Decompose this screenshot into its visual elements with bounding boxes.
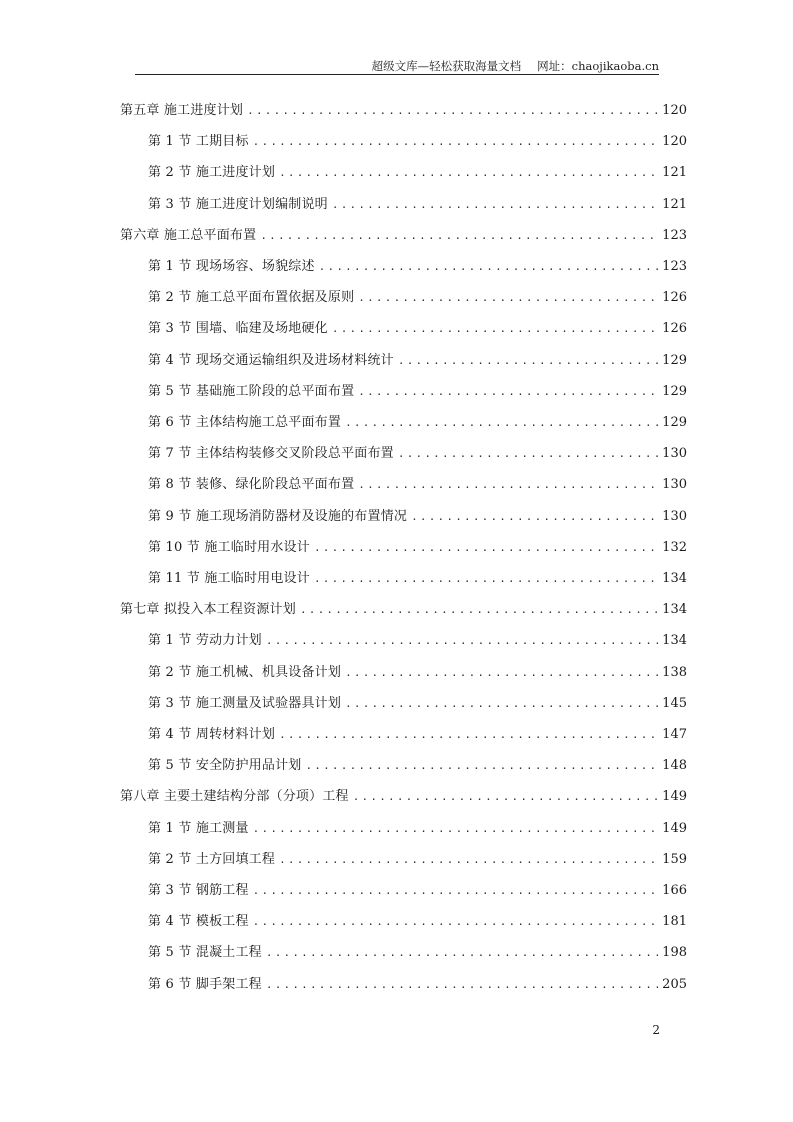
toc-entry-label: 第 5 节 安全防护用品计划 bbox=[148, 758, 302, 774]
toc-dot-leader bbox=[260, 227, 658, 245]
toc-entry-page-number: 126 bbox=[662, 290, 687, 306]
toc-entry-page-number: 148 bbox=[662, 758, 687, 774]
toc-entry-page-number: 198 bbox=[662, 945, 687, 961]
toc-entry-label: 第六章 施工总平面布置 bbox=[120, 227, 257, 243]
toc-entry-label: 第 3 节 围墙、临建及场地硬化 bbox=[148, 321, 328, 337]
toc-dot-leader bbox=[411, 508, 658, 526]
toc-dot-leader bbox=[300, 601, 658, 619]
toc-section-entry[interactable] bbox=[148, 851, 687, 869]
toc-entry-label: 第 2 节 施工总平面布置依据及原则 bbox=[148, 290, 355, 306]
toc-section-entry[interactable] bbox=[148, 383, 687, 401]
toc-entry-page-number: 121 bbox=[662, 165, 687, 181]
toc-dot-leader bbox=[247, 102, 658, 120]
toc-entry-label: 第 7 节 主体结构装修交叉阶段总平面布置 bbox=[148, 446, 394, 462]
toc-entry-label: 第 2 节 土方回填工程 bbox=[148, 851, 276, 867]
toc-entry-page-number: 129 bbox=[662, 383, 687, 399]
toc-entry-label: 第 1 节 施工测量 bbox=[148, 820, 249, 836]
toc-entry-page-number: 147 bbox=[662, 727, 687, 742]
toc-dot-leader bbox=[305, 757, 658, 775]
toc-entry-label: 第 1 节 劳动力计划 bbox=[148, 633, 262, 649]
toc-entry-page-number: 205 bbox=[662, 976, 687, 992]
toc-section-entry[interactable] bbox=[148, 508, 687, 526]
toc-entry-page-number: 129 bbox=[662, 415, 687, 430]
toc-section-entry[interactable] bbox=[148, 258, 687, 276]
toc-entry-label: 第 3 节 钢筋工程 bbox=[148, 883, 249, 898]
toc-entry-page-number: 159 bbox=[662, 851, 687, 867]
toc-entry-page-number: 145 bbox=[662, 695, 687, 711]
toc-entry-label: 第 1 节 工期目标 bbox=[148, 134, 249, 150]
toc-entry-label: 第 1 节 现场场容、场貌综述 bbox=[148, 259, 315, 274]
toc-entry-page-number: 120 bbox=[662, 134, 687, 150]
toc-dot-leader bbox=[332, 196, 658, 214]
toc-dot-leader bbox=[345, 695, 658, 713]
toc-entry-label: 第 2 节 施工进度计划 bbox=[148, 165, 276, 181]
toc-entry-page-number: 130 bbox=[662, 446, 687, 462]
toc-dot-leader bbox=[314, 539, 658, 557]
toc-dot-leader bbox=[279, 851, 658, 869]
toc-entry-page-number: 129 bbox=[662, 352, 687, 368]
toc-dot-leader bbox=[279, 726, 658, 744]
toc-entry-label: 第五章 施工进度计划 bbox=[120, 103, 244, 118]
toc-section-entry[interactable] bbox=[148, 882, 687, 900]
toc-entry-page-number: 132 bbox=[662, 539, 687, 555]
header-url: 网址：chaojikaoba.cn bbox=[537, 59, 659, 73]
toc-dot-leader bbox=[266, 944, 658, 962]
toc-entry-label: 第八章 主要土建结构分部（分项）工程 bbox=[120, 789, 349, 805]
toc-entry-page-number: 134 bbox=[662, 633, 687, 649]
toc-dot-leader bbox=[314, 570, 658, 588]
toc-dot-leader bbox=[345, 664, 658, 682]
toc-dot-leader bbox=[266, 632, 658, 650]
toc-entry-page-number: 181 bbox=[662, 914, 687, 930]
toc-entry-label: 第 4 节 现场交通运输组织及进场材料统计 bbox=[148, 352, 394, 368]
toc-entry-page-number: 149 bbox=[662, 789, 687, 805]
toc-section-entry[interactable] bbox=[148, 133, 687, 151]
toc-dot-leader bbox=[253, 913, 659, 931]
page-number: 2 bbox=[652, 1023, 660, 1037]
toc-entry-page-number: 134 bbox=[662, 571, 687, 586]
toc-section-entry[interactable] bbox=[148, 164, 687, 182]
toc-entry-page-number: 166 bbox=[662, 883, 687, 898]
toc-section-entry[interactable] bbox=[148, 726, 687, 744]
toc-entry-label: 第 11 节 施工临时用电设计 bbox=[148, 571, 310, 586]
toc-entry-label: 第 10 节 施工临时用水设计 bbox=[148, 539, 310, 555]
toc-section-entry[interactable] bbox=[148, 820, 687, 838]
toc-dot-leader bbox=[253, 820, 659, 838]
toc-section-entry[interactable] bbox=[148, 196, 687, 214]
toc-dot-leader bbox=[319, 258, 659, 276]
toc-section-entry[interactable] bbox=[148, 632, 687, 650]
toc-chapter-entry[interactable] bbox=[120, 227, 687, 245]
toc-section-entry[interactable] bbox=[148, 944, 687, 962]
toc-section-entry[interactable] bbox=[148, 352, 687, 370]
toc-dot-leader bbox=[345, 414, 658, 432]
toc-section-entry[interactable] bbox=[148, 320, 687, 338]
toc-dot-leader bbox=[266, 976, 658, 994]
toc-section-entry[interactable] bbox=[148, 757, 687, 775]
toc-chapter-entry[interactable] bbox=[120, 788, 687, 806]
toc-section-entry[interactable] bbox=[148, 414, 687, 432]
toc-dot-leader bbox=[332, 320, 658, 338]
toc-dot-leader bbox=[253, 882, 659, 900]
toc-entry-page-number: 123 bbox=[662, 259, 687, 274]
toc-entry-page-number: 130 bbox=[662, 508, 687, 524]
header-site-name: 超级文库—轻松获取海量文档 bbox=[371, 59, 522, 73]
toc-entry-page-number: 130 bbox=[662, 477, 687, 493]
toc-chapter-entry[interactable] bbox=[120, 601, 687, 619]
toc-entry-label: 第 3 节 施工进度计划编制说明 bbox=[148, 196, 328, 212]
toc-dot-leader bbox=[353, 788, 658, 806]
toc-entry-label: 第七章 拟投入本工程资源计划 bbox=[120, 602, 296, 618]
toc-section-entry[interactable] bbox=[148, 476, 687, 494]
toc-entry-page-number: 134 bbox=[662, 602, 687, 618]
header-rule bbox=[135, 74, 659, 75]
toc-entry-page-number: 120 bbox=[662, 103, 687, 118]
toc-dot-leader bbox=[358, 476, 658, 494]
toc-entry-page-number: 121 bbox=[662, 196, 687, 212]
toc-section-entry[interactable] bbox=[148, 570, 687, 588]
toc-section-entry[interactable] bbox=[148, 976, 687, 994]
toc-entry-label: 第 6 节 脚手架工程 bbox=[148, 976, 262, 992]
toc-section-entry[interactable] bbox=[148, 664, 687, 682]
toc-dot-leader bbox=[398, 445, 658, 463]
toc-entry-label: 第 3 节 施工测量及试验器具计划 bbox=[148, 695, 342, 711]
page-header bbox=[135, 58, 659, 74]
toc-entry-page-number: 138 bbox=[662, 664, 687, 680]
toc-section-entry[interactable] bbox=[148, 445, 687, 463]
toc-section-entry[interactable] bbox=[148, 539, 687, 557]
toc-entry-label: 第 6 节 主体结构施工总平面布置 bbox=[148, 415, 342, 430]
toc-section-entry[interactable] bbox=[148, 913, 687, 931]
toc-entry-page-number: 126 bbox=[662, 321, 687, 337]
toc-section-entry[interactable] bbox=[148, 695, 687, 713]
toc-dot-leader bbox=[279, 164, 658, 182]
toc-dot-leader bbox=[398, 352, 658, 370]
toc-dot-leader bbox=[358, 383, 658, 401]
toc-entry-page-number: 123 bbox=[662, 227, 687, 243]
toc-entry-label: 第 8 节 装修、绿化阶段总平面布置 bbox=[148, 477, 355, 493]
toc-entry-label: 第 4 节 模板工程 bbox=[148, 914, 249, 930]
toc-entry-label: 第 4 节 周转材料计划 bbox=[148, 727, 276, 742]
toc-entry-label: 第 5 节 基础施工阶段的总平面布置 bbox=[148, 383, 355, 399]
toc-entry-label: 第 9 节 施工现场消防器材及设施的布置情况 bbox=[148, 508, 408, 524]
toc-dot-leader bbox=[253, 133, 659, 151]
toc-section-entry[interactable] bbox=[148, 289, 687, 307]
toc-entry-page-number: 149 bbox=[662, 820, 687, 836]
toc-entry-label: 第 5 节 混凝土工程 bbox=[148, 945, 262, 961]
toc-dot-leader bbox=[358, 289, 658, 307]
toc-entry-label: 第 2 节 施工机械、机具设备计划 bbox=[148, 664, 342, 680]
toc-chapter-entry[interactable] bbox=[120, 102, 687, 120]
